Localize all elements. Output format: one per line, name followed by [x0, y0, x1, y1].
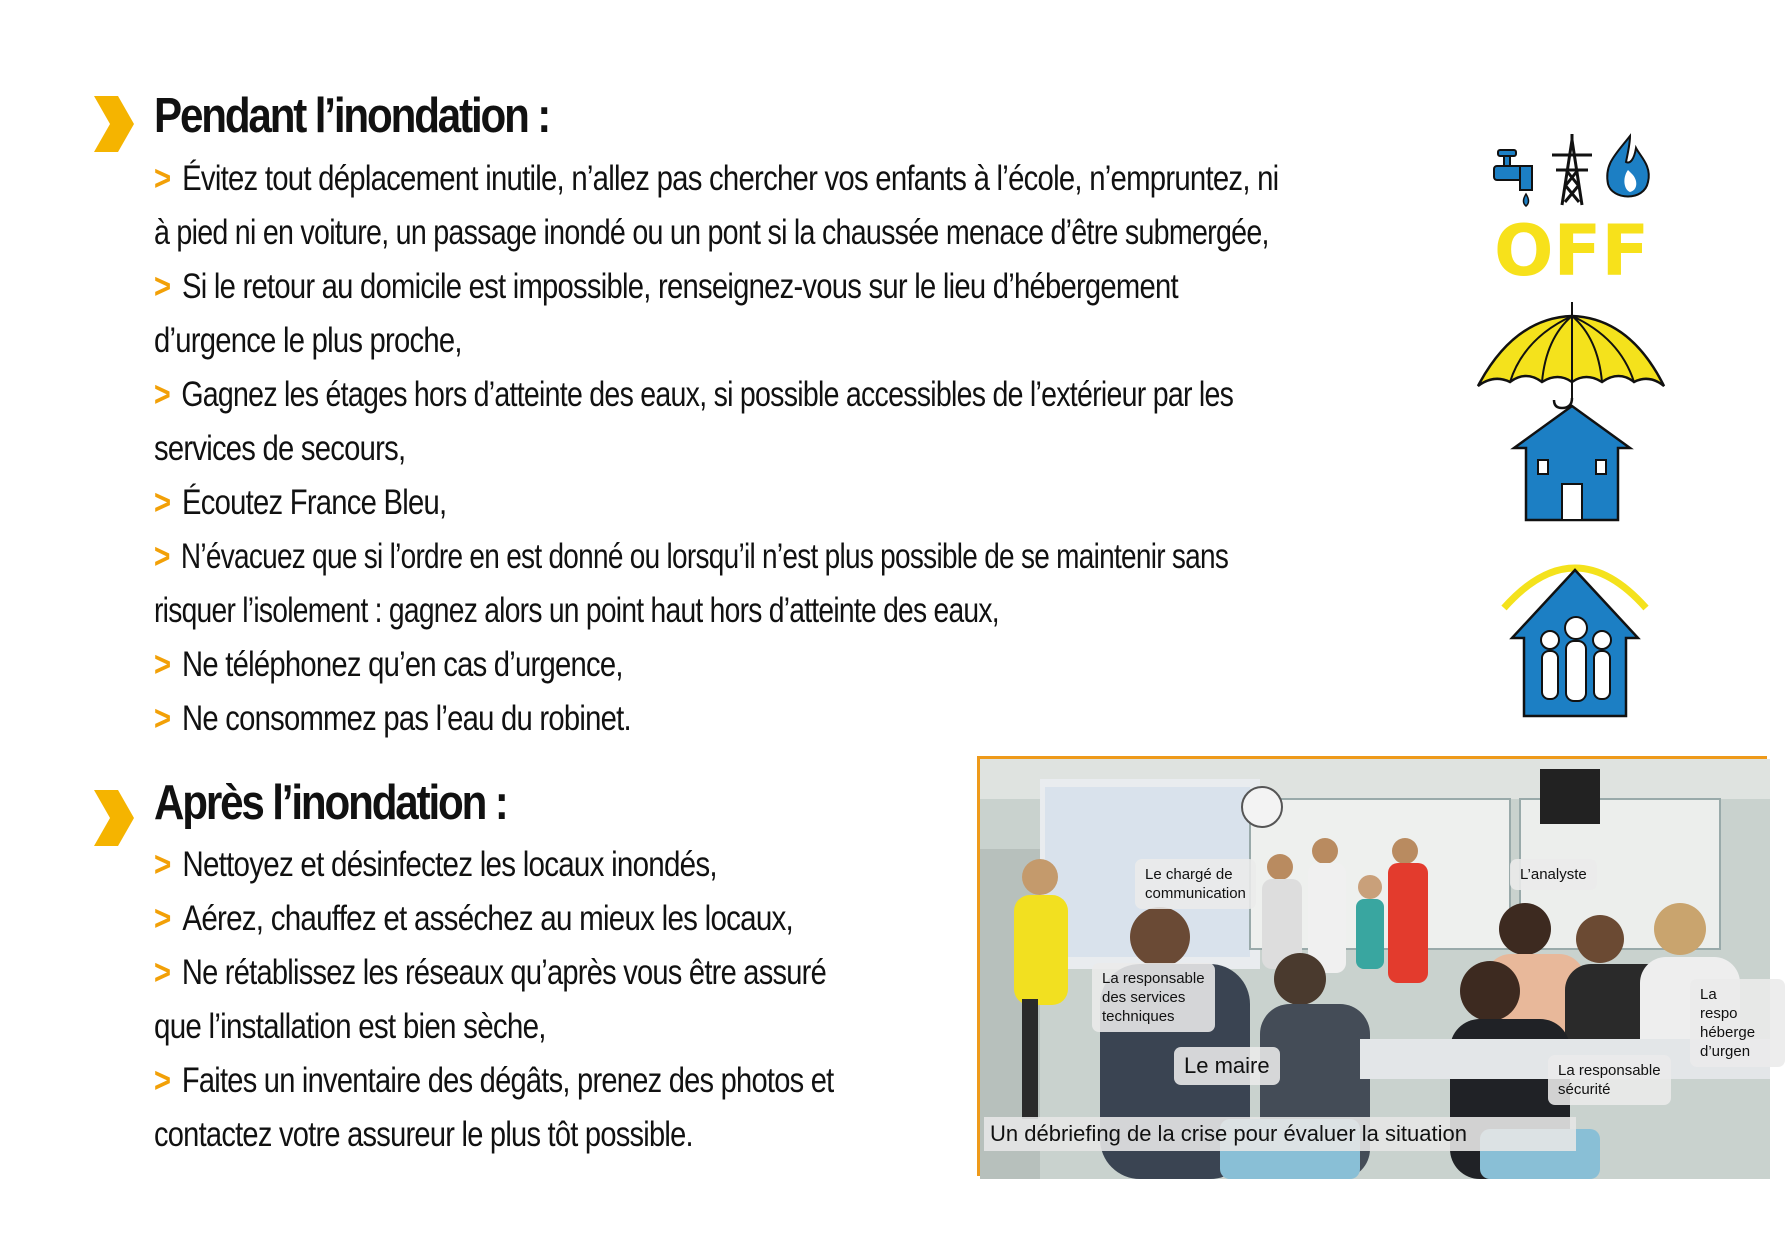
list-item: à pied ni en voiture, un passage inondé ou un pont si la chaussée menace d’être submergée, [154, 213, 1269, 252]
list-item: > Nettoyez et désinfectez les locaux inondés, [154, 845, 717, 884]
list-item: > Évitez tout déplacement inutile, n’allez pas chercher vos enfants à l’école, n’empruntez, ni [154, 159, 1279, 198]
list-item: > N’évacuez que si l’ordre en est donné ou lorsqu’il n’est plus possible de se maintenir sans [154, 537, 1229, 576]
utilities-off-icon [1490, 130, 1660, 292]
sheltered-family-icon [1500, 548, 1650, 720]
list-item: services de secours, [154, 429, 406, 468]
label-communication: Le chargé de communication [1135, 859, 1256, 909]
after-heading: Après l’inondation : [154, 776, 507, 830]
list-item: risquer l’isolement : gagnez alors un point haut hors d’atteinte des eaux, [154, 591, 999, 630]
list-item: > Gagnez les étages hors d’atteinte des eaux, si possible accessibles de l’extérieur par les [154, 375, 1234, 414]
pylon-icon [1552, 134, 1592, 205]
list-item: > Si le retour au domicile est impossible, renseignez-vous sur le lieu d’hébergement [154, 267, 1178, 306]
after-list [154, 838, 973, 1162]
label-maire: Le maire [1174, 1047, 1280, 1085]
list-item: d’urgence le plus proche, [154, 321, 462, 360]
umbrella-house-icon [1474, 298, 1669, 523]
list-item: > Écoutez France Bleu, [154, 483, 447, 522]
photo-caption: Un débriefing de la crise pour évaluer la situation [984, 1117, 1576, 1151]
during-heading: Pendant l’inondation : [154, 89, 550, 143]
list-item: contactez votre assureur le plus tôt possible. [154, 1115, 693, 1154]
list-item: > Aérez, chauffez et asséchez au mieux les locaux, [154, 899, 794, 938]
faucet-icon [1494, 150, 1532, 190]
list-item: > Ne téléphonez qu’en cas d’urgence, [154, 645, 623, 684]
utilities-pictograms [1490, 130, 1660, 292]
label-securite: La responsable sécurité [1548, 1055, 1671, 1105]
label-technique: La responsable des services techniques [1092, 963, 1215, 1032]
section-arrow-icon [92, 788, 136, 848]
svg-text:OFF: OFF [1494, 210, 1650, 292]
label-hebergement: La respo héberge d’urgen [1690, 979, 1785, 1067]
section-arrow-icon [92, 94, 136, 154]
list-item: que l’installation est bien sèche, [154, 1007, 546, 1046]
list-item: > Ne rétablissez les réseaux qu’après vous être assuré [154, 953, 827, 992]
list-item: > Ne consommez pas l’eau du robinet. [154, 699, 631, 738]
list-item: > Faites un inventaire des dégâts, prenez des photos et [154, 1061, 834, 1100]
debriefing-photo [977, 756, 1767, 1176]
during-list [154, 152, 1517, 746]
label-analyste: L’analyste [1510, 859, 1597, 890]
